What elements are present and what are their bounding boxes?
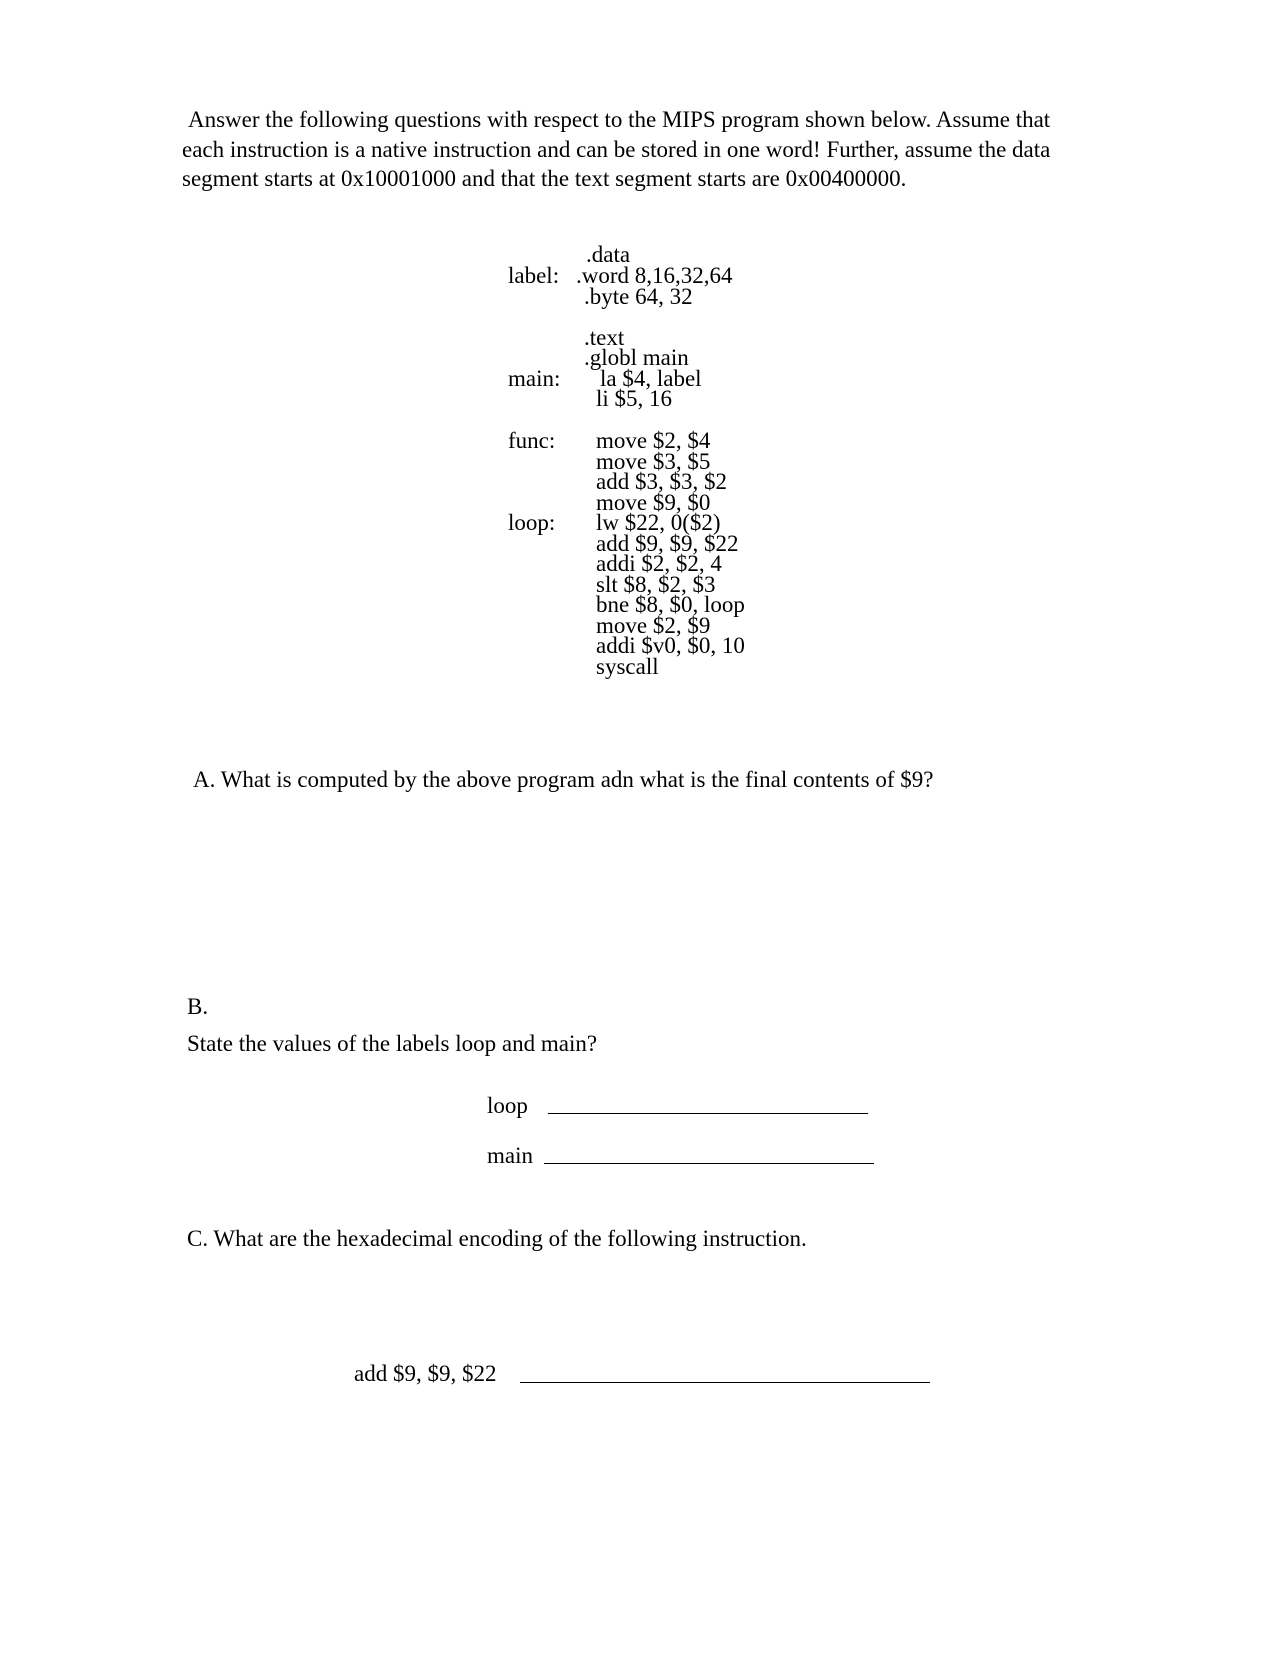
instruction-line: bne $8, $0, loop <box>596 592 745 617</box>
loop-answer-label: loop <box>487 1093 528 1118</box>
question-b-heading: B. <box>187 994 209 1019</box>
func-label: func: <box>508 428 556 453</box>
instruction-line: addi $2, $2, 4 <box>596 551 722 576</box>
label-label: label: <box>508 263 560 288</box>
text-directive: .text <box>584 325 625 350</box>
intro-paragraph <box>182 105 1118 194</box>
globl-directive: .globl main <box>584 345 689 370</box>
question-c: C. What are the hexadecimal encoding of the following instruction. <box>187 1226 807 1251</box>
intro-line: Answer the following questions with respect to the MIPS program shown below. Assume that <box>188 107 1051 132</box>
la-instruction: la $4, label <box>600 366 702 391</box>
main-answer-label: main <box>487 1143 533 1168</box>
instruction-line: move $2, $9 <box>596 612 711 638</box>
instruction-line: add $3, $3, $2 <box>596 469 727 494</box>
instruction-line: move $2, $4 <box>596 428 711 453</box>
main-answer-blank[interactable] <box>544 1163 874 1164</box>
main-label: main: <box>508 366 561 391</box>
encoding-instruction: add $9, $9, $22 <box>354 1361 497 1386</box>
intro-line: each instruction is a native instruction and can be stored in one word! Further, assume the data <box>182 136 1051 162</box>
li-instruction: li $5, 16 <box>596 386 673 411</box>
func-body <box>596 428 745 679</box>
question-b-text: State the values of the labels loop and main? <box>187 1031 598 1056</box>
question-a: A. What is computed by the above program adn what is the final contents of $9? <box>193 767 934 792</box>
byte-directive: .byte 64, 32 <box>584 284 693 309</box>
instruction-line: move $3, $5 <box>596 448 711 474</box>
instruction-line: move $9, $0 <box>596 489 711 515</box>
data-directive: .data <box>586 242 631 267</box>
intro-line: segment starts at 0x10001000 and that the text segment starts are 0x00400000. <box>182 166 907 191</box>
loop-label: loop: <box>508 510 556 535</box>
instruction-line: slt $8, $2, $3 <box>596 571 716 597</box>
encoding-answer-blank[interactable] <box>520 1382 930 1383</box>
instruction-line: add $9, $9, $22 <box>596 530 739 556</box>
word-directive: .word 8,16,32,64 <box>576 263 733 288</box>
instruction-line: lw $22, 0($2) <box>596 510 721 535</box>
instruction-line: addi $v0, $0, 10 <box>596 633 745 658</box>
loop-answer-blank[interactable] <box>548 1113 868 1114</box>
instruction-line: syscall <box>596 653 659 679</box>
